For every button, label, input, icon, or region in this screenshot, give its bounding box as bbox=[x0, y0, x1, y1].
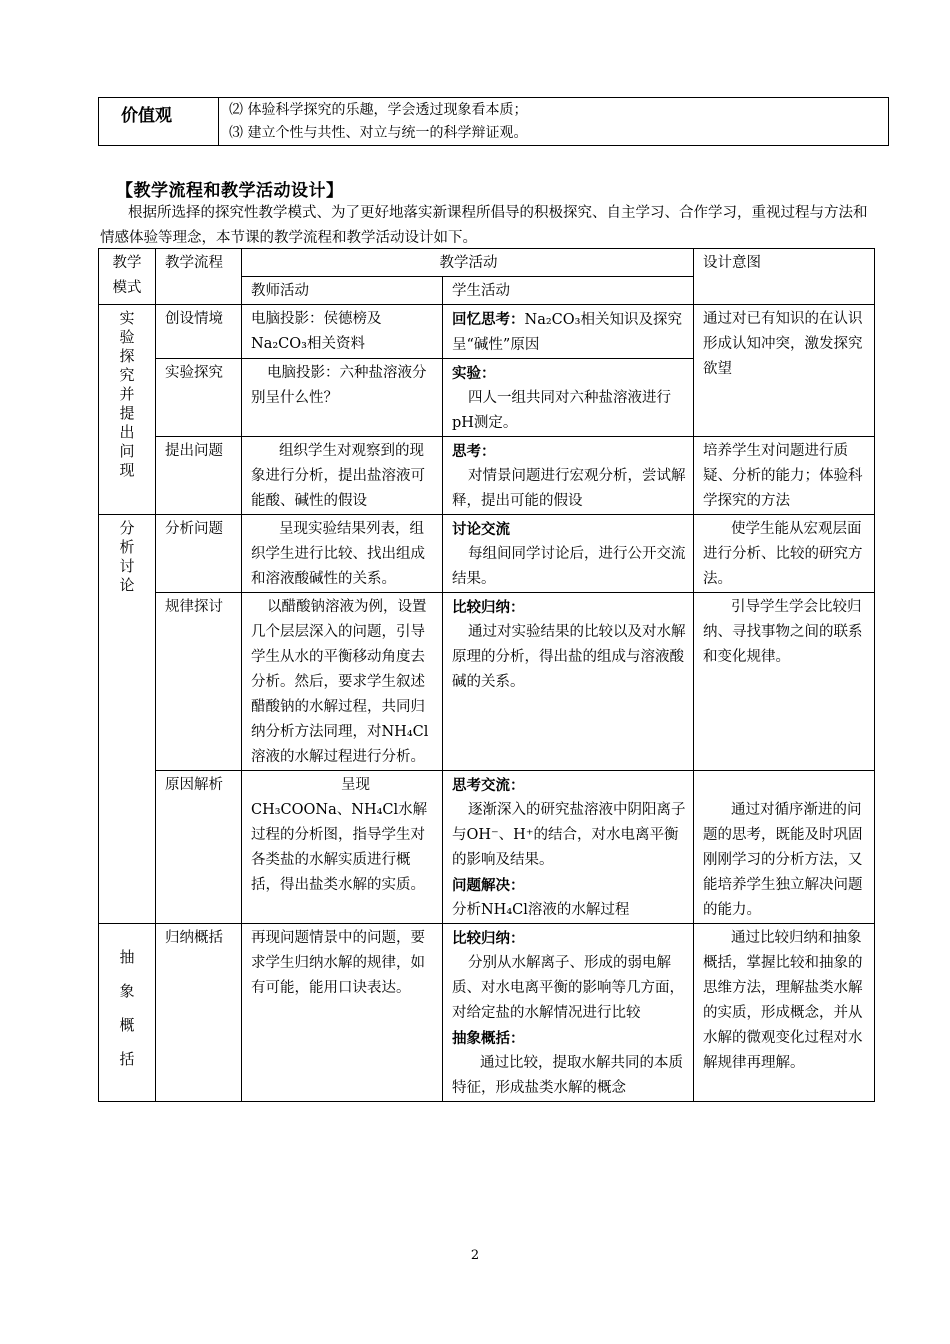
header-mode bbox=[99, 249, 156, 305]
mode-3-text: 抽象概括 bbox=[119, 948, 135, 1068]
student-cell bbox=[443, 437, 694, 515]
flow-cell: 规律探讨 bbox=[156, 593, 242, 771]
intent-cell: 引导学生学会比较归纳、寻找事物之间的联系和变化规律。 bbox=[694, 593, 875, 771]
student-cell bbox=[443, 359, 694, 437]
intro-paragraph: 根据所选择的探究性教学模式、为了更好地落实新课程所倡导的积极探究、自主学习、合作学习，重视过程与方法和情感体验等理念，本节课的教学流程和教学活动设计如下。 bbox=[100, 205, 868, 246]
student-text: 对情景问题进行宏观分析，尝试解释，提出可能的假设 bbox=[452, 468, 686, 509]
teacher-cell: 以醋酸钠溶液为例，设置几个层层深入的问题，引导学生从水的平衡移动角度去分析。然后，要求学生叙述醋酸钠的水解过程，共同归纳分析方法同理，对NH₄Cl溶液的水解过程进行分析。 bbox=[242, 593, 443, 771]
teacher-cell: 呈现实验结果列表，组织学生进行比较、找出组成和溶液酸碱性的关系。 bbox=[242, 515, 443, 593]
intent-cell: 培养学生对问题进行质疑、分析的能力；体验科学探究的方法 bbox=[694, 437, 875, 515]
mode-cell-3 bbox=[99, 924, 156, 1102]
flow-cell: 实验探究 bbox=[156, 359, 242, 437]
student-text-2: 通过比较，提取水解共同的本质特征，形成盐类水解的概念 bbox=[452, 1055, 683, 1096]
student-label: 讨论交流 bbox=[452, 521, 510, 538]
student-label-2: 问题解决： bbox=[452, 877, 525, 894]
flow-cell: 分析问题 bbox=[156, 515, 242, 593]
student-text: 分别从水解离子、形成的弱电解质、对水电离平衡的影响等几方面，对给定盐的水解情况进行比较 bbox=[452, 955, 684, 1021]
header-flow: 教学流程 bbox=[156, 249, 242, 305]
intent-cell: 使学生能从宏观层面进行分析、比较的研究方法。 bbox=[694, 515, 875, 593]
mode-cell-2 bbox=[99, 515, 156, 924]
value-content bbox=[219, 98, 889, 146]
mode-cell-1 bbox=[99, 305, 156, 515]
flow-cell: 提出问题 bbox=[156, 437, 242, 515]
teacher-cell: 电脑投影：六种盐溶液分别呈什么性？ bbox=[242, 359, 443, 437]
header-student: 学生活动 bbox=[443, 277, 694, 305]
student-text: Na₂CO₃相关知识及探究呈“碱性”原因 bbox=[452, 312, 682, 353]
student-text: 逐渐深入的研究盐溶液中阴阳离子与OH⁻、H⁺的结合，对水电离平衡的影响及结果。 bbox=[452, 802, 686, 868]
section-heading: 【教学流程和教学活动设计】 bbox=[116, 181, 344, 201]
student-cell bbox=[443, 924, 694, 1102]
student-label: 比较归纳： bbox=[452, 599, 525, 616]
student-text: 通过对实验结果的比较以及对水解原理的分析，得出盐的组成与溶液酸碱的关系。 bbox=[452, 624, 686, 690]
intent-cell: 通过对循序渐进的问题的思考，既能及时巩固刚刚学习的分析方法，又能培养学生独立解决问题的能力。 bbox=[694, 771, 875, 924]
student-cell bbox=[443, 593, 694, 771]
header-activity: 教学活动 bbox=[242, 249, 694, 277]
student-cell bbox=[443, 515, 694, 593]
header-intent: 设计意图 bbox=[694, 249, 875, 305]
student-label: 实验： bbox=[452, 365, 496, 382]
student-text-2: 分析NH₄Cl溶液的水解过程 bbox=[452, 902, 630, 918]
teacher-cell: 再现问题情景中的问题，要求学生归纳水解的规律，如有可能，能用口诀表达。 bbox=[242, 924, 443, 1102]
student-label: 思考： bbox=[452, 443, 496, 460]
intent-cell: 通过对已有知识的在认识形成认知冲突，激发探究欲望 bbox=[694, 305, 875, 437]
header-mode-text: 教学模式 bbox=[112, 255, 142, 296]
student-label: 回忆思考： bbox=[452, 311, 525, 328]
student-text: 四人一组共同对六种盐溶液进行pH测定。 bbox=[452, 390, 671, 431]
value-label: 价值观 bbox=[99, 98, 219, 146]
student-cell bbox=[443, 771, 694, 924]
teacher-cell: 组织学生对观察到的现象进行分析，提出盐溶液可能酸、碱性的假设 bbox=[242, 437, 443, 515]
flow-cell: 归纳概括 bbox=[156, 924, 242, 1102]
student-label: 思考交流： bbox=[452, 777, 525, 794]
student-label-2: 抽象概括： bbox=[452, 1030, 525, 1047]
student-cell bbox=[443, 305, 694, 359]
teaching-flow-table bbox=[98, 248, 875, 1102]
teacher-cell: 电脑投影：侯德榜及Na₂CO₃相关资料 bbox=[242, 305, 443, 359]
mode-1-text: 实验探究并提出问现 bbox=[119, 309, 135, 479]
flow-cell: 创设情境 bbox=[156, 305, 242, 359]
page-number: 2 bbox=[470, 1248, 480, 1263]
flow-cell: 原因解析 bbox=[156, 771, 242, 924]
student-text: 每组间同学讨论后，进行公开交流结果。 bbox=[452, 546, 686, 587]
value-table bbox=[98, 97, 889, 146]
intent-cell: 通过比较归纳和抽象概括，掌握比较和抽象的思维方法，理解盐类水解的实质，形成概念，并从水解的微观变化过程对水解规律再理解。 bbox=[694, 924, 875, 1102]
mode-2-text: 分析讨论 bbox=[119, 519, 135, 594]
value-line-2: ⑶ 建立个性与共性、对立与统一的科学辩证观。 bbox=[229, 125, 528, 141]
value-line-1: ⑵ 体验科学探究的乐趣，学会透过现象看本质； bbox=[229, 102, 528, 118]
teacher-cell: 呈现CH₃COONa、NH₄Cl水解过程的分析图，指导学生对各类盐的水解实质进行概括，得出盐类水解的实质。 bbox=[242, 771, 443, 924]
header-teacher: 教师活动 bbox=[242, 277, 443, 305]
student-label: 比较归纳： bbox=[452, 930, 525, 947]
